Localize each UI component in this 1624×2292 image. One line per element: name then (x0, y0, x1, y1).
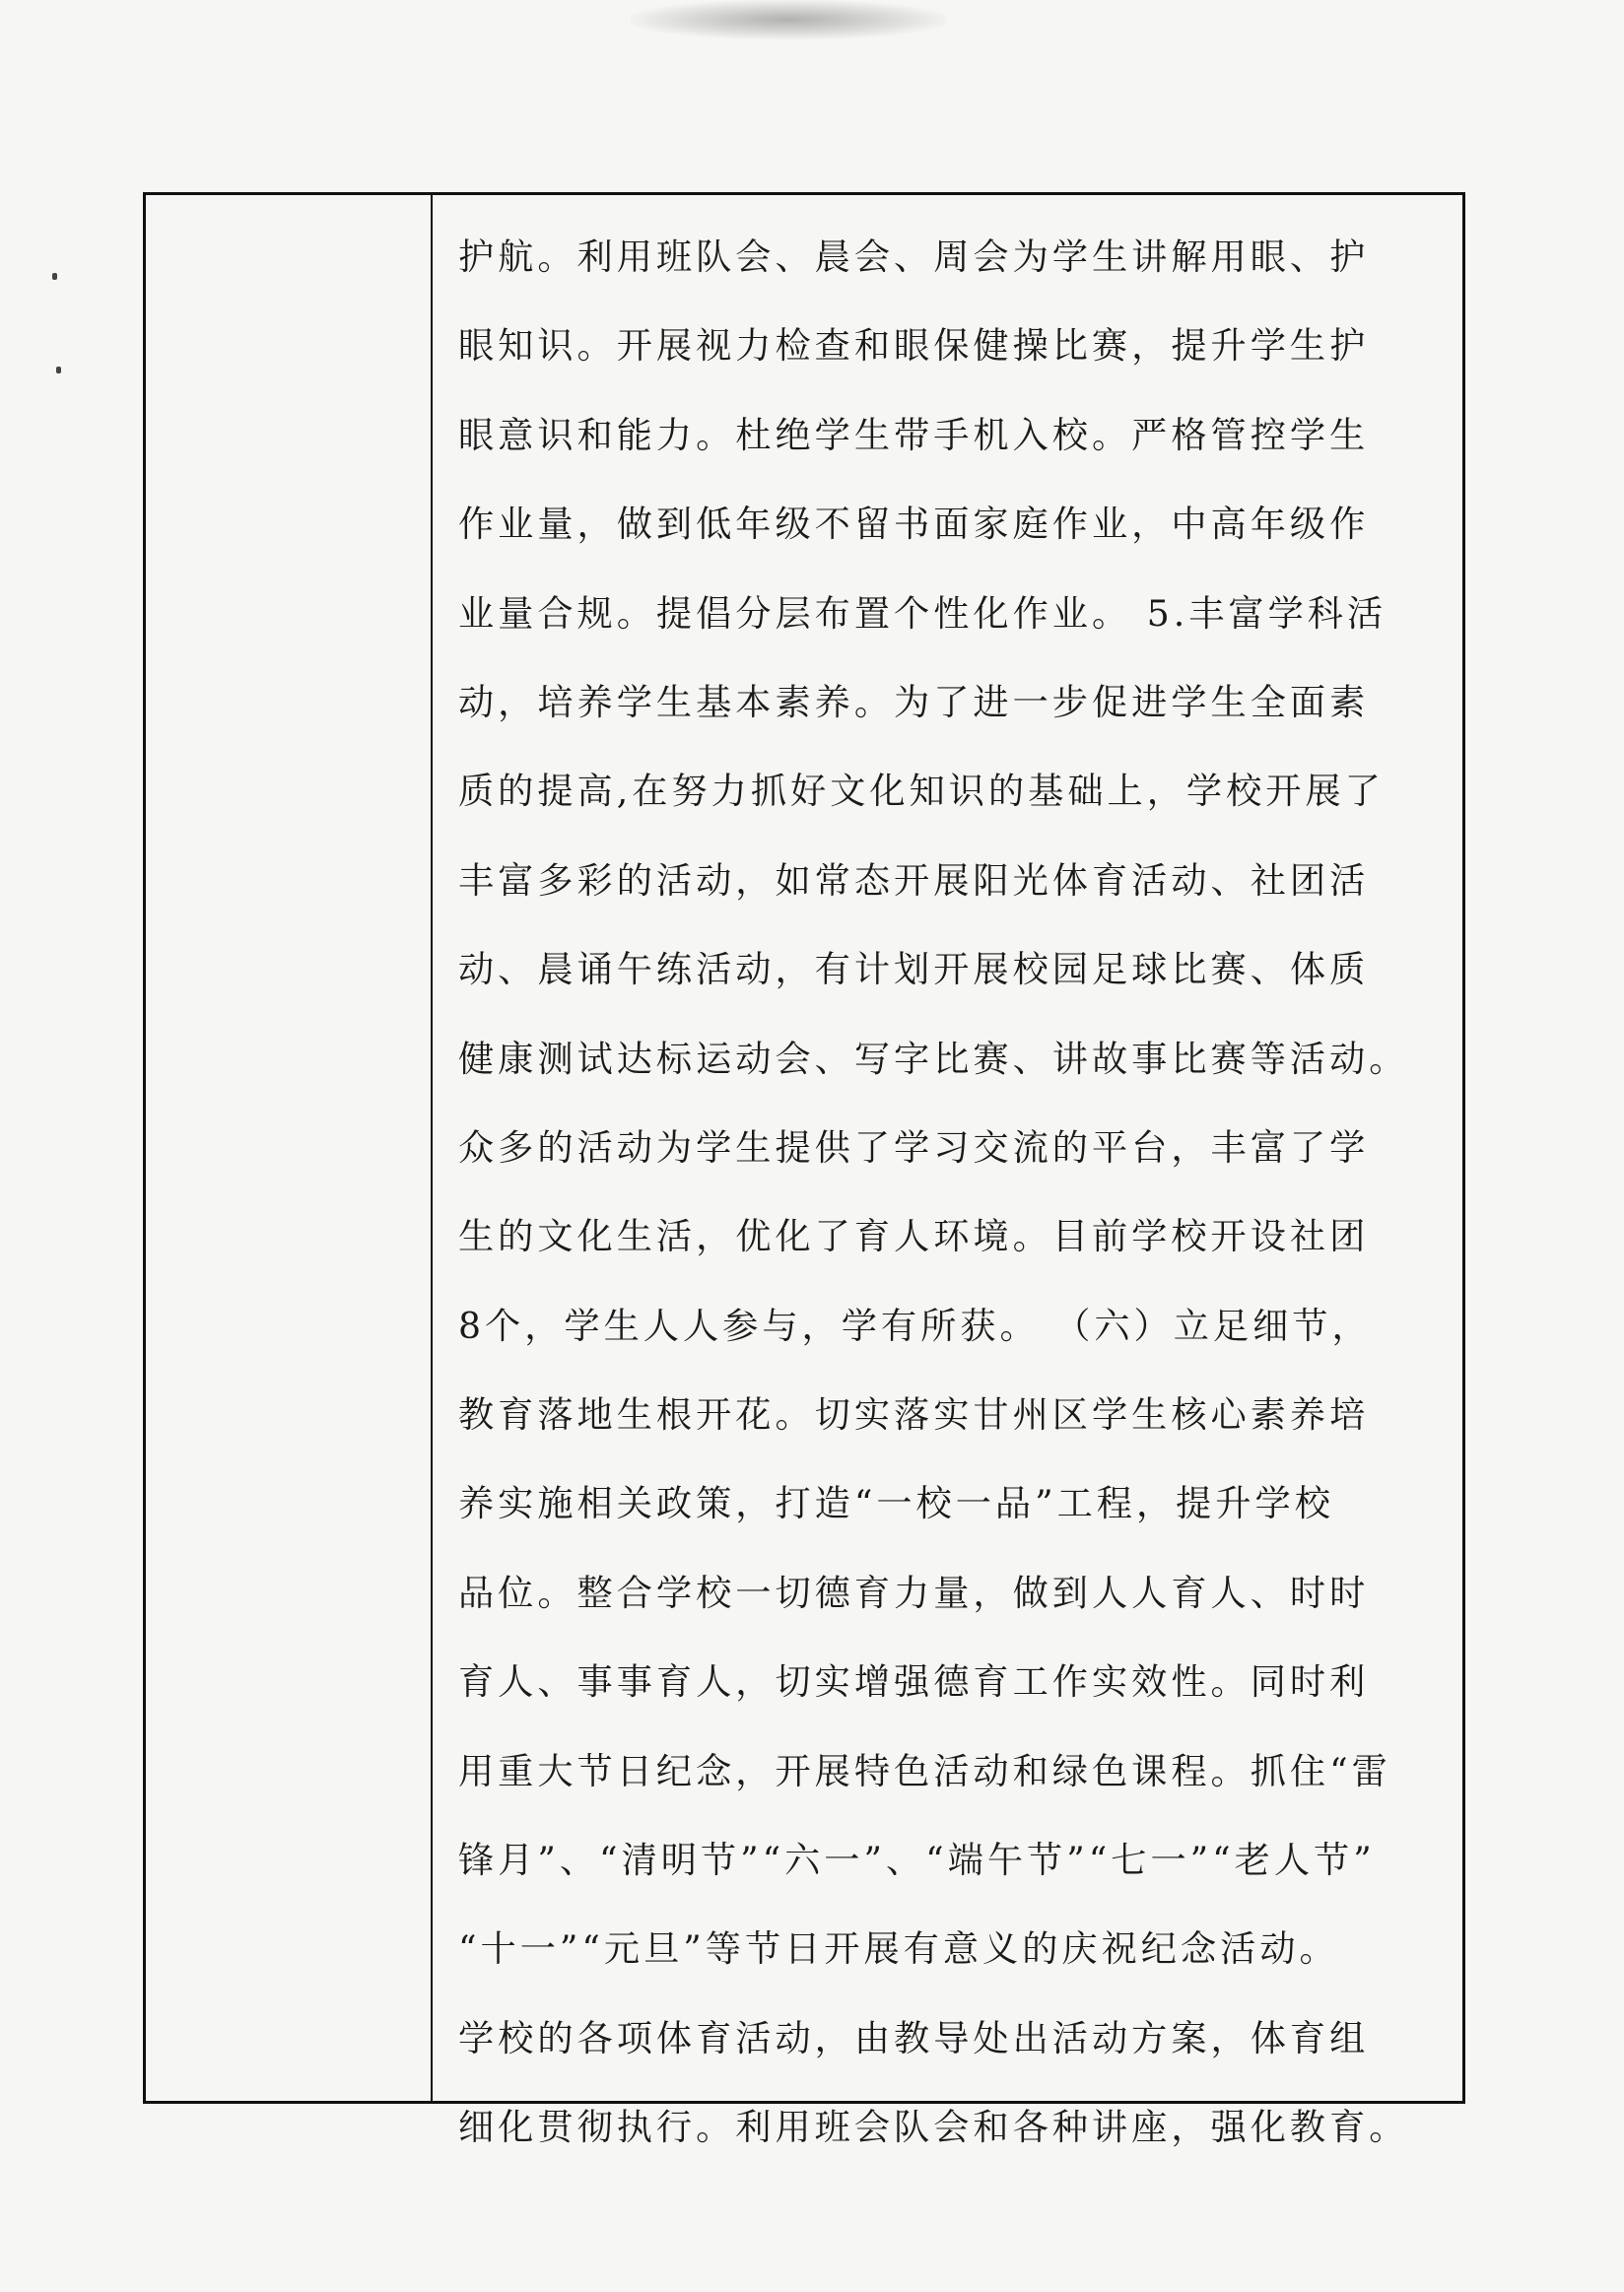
scan-mark (52, 273, 57, 280)
text-line: 丰富多彩的活动，如常态开展阳光体育活动、社团活 (458, 858, 1370, 902)
text-line: 众多的活动为学生提供了学习交流的平台，丰富了学 (458, 1125, 1370, 1169)
scan-mark (56, 367, 61, 373)
scan-smudge (631, 0, 946, 39)
text-line: 眼意识和能力。杜绝学生带手机入校。严格管控学生 (458, 413, 1370, 456)
text-line: 质的提高,在努力抓好文化知识的基础上，学校开展了 (458, 770, 1385, 813)
text-line: 眼知识。开展视力检查和眼保健操比赛，提升学生护 (458, 324, 1370, 368)
text-line: “十一”“元旦”等节日开展有意义的庆祝纪念活动。 (458, 1927, 1339, 1971)
text-line: 业量合规。提倡分层布置个性化作业。 5.丰富学科活 (458, 591, 1387, 635)
text-line: 教育落地生根开花。切实落实甘州区学生核心素养培 (458, 1393, 1370, 1437)
text-line: 动，培养学生基本素养。为了进一步促进学生全面素 (458, 680, 1370, 723)
table-content-cell (433, 195, 1462, 2149)
text-line: 作业量，做到低年级不留书面家庭作业，中高年级作 (458, 503, 1370, 546)
text-line: 健康测试达标运动会、写字比赛、讲故事比赛等活动。 (458, 1037, 1409, 1080)
text-line: 品位。整合学校一切德育力量，做到人人育人、时时 (458, 1571, 1370, 1614)
text-line: 动、晨诵午练活动，有计划开展校园足球比赛、体质 (458, 948, 1370, 991)
document-table (143, 192, 1465, 2149)
text-line: 锋月”、“清明节”“六一”、“端午节”“七一”“老人节” (458, 1839, 1376, 1882)
text-line: 养实施相关政策，打造“一校一品”工程，提升学校 (458, 1482, 1334, 1525)
text-line: 护航。利用班队会、晨会、周会为学生讲解用眼、护 (458, 236, 1370, 278)
text-line: 8个，学生人人参与，学有所获。 （六）立足细节， (458, 1304, 1372, 1347)
text-line: 细化贯彻执行。利用班会队会和各种讲座，强化教育。 (458, 2106, 1409, 2149)
text-line: 用重大节日纪念，开展特色活动和绿色课程。抓住“雷 (458, 1749, 1391, 1792)
text-line: 生的文化生活，优化了育人环境。目前学校开设社团 (458, 1215, 1370, 1258)
text-line: 学校的各项体育活动，由教导处出活动方案，体育组 (458, 2016, 1370, 2059)
text-line: 育人、事事育人，切实增强德育工作实效性。同时利 (458, 1660, 1370, 1704)
table-left-cell (146, 195, 433, 2101)
